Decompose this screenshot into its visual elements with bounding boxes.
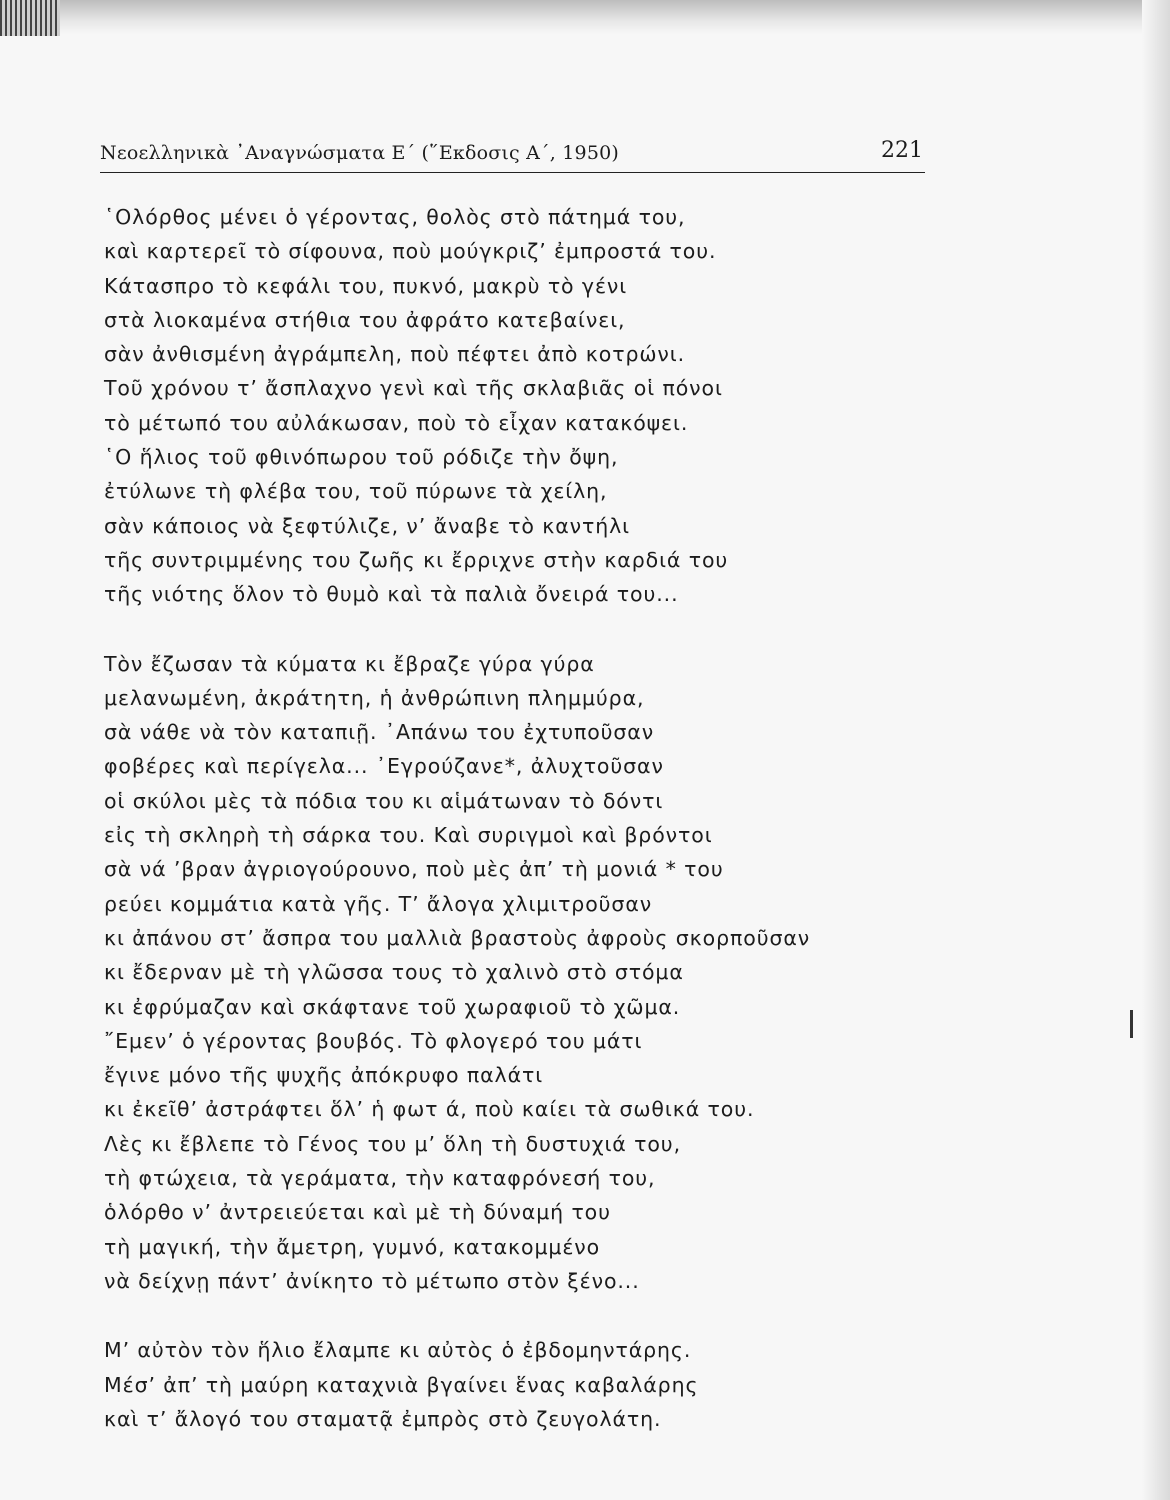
- verse-line: οἱ σκύλοι μὲς τὰ πόδια του κι αἱμάτωναν τὸ δόντι: [104, 788, 664, 813]
- verse-line: φοβέρες καὶ περίγελα... ᾿Εγρούζανε*, ἀλυχτοῦσαν: [104, 754, 664, 779]
- verse-line: τὴ φτώχεια, τὰ γεράματα, τὴν καταφρόνεσή του,: [104, 1166, 656, 1191]
- verse-line: νὰ δείχνῃ πάντ’ ἀνίκητο τὸ μέτωπο στὸν ξένο...: [104, 1268, 640, 1293]
- margin-pencil-mark: [1130, 1010, 1133, 1038]
- verse-line: ἐτύλωνε τὴ φλέβα του, τοῦ πύρωνε τὰ χείλη,: [104, 479, 608, 504]
- verse-line: ῾Ο ἥλιος τοῦ φθινόπωρου τοῦ ρόδιζε τὴν ὄψη,: [104, 445, 619, 470]
- verse-line: ὁλόρθο ν’ ἀντρειεύεται καὶ μὲ τὴ δύναμή του: [104, 1200, 611, 1225]
- verse-line: τῆς νιότης ὅλον τὸ θυμὸ καὶ τὰ παλιὰ ὄνειρά του...: [104, 582, 679, 607]
- stanza-2: [104, 647, 944, 1299]
- verse-line: καὶ καρτερεῖ τὸ σίφουνα, ποὺ μούγκριζ’ ἐμπροστά του.: [104, 239, 717, 264]
- verse-line: σὰν ἀνθισμένη ἀγράμπελη, ποὺ πέφτει ἀπὸ κοτρώνι.: [104, 342, 686, 367]
- verse-line: τῆς συντριμμένης του ζωῆς κι ἔρριχνε στὴν καρδιά του: [104, 547, 729, 572]
- verse-line: Μέσ’ ἀπ’ τὴ μαύρη καταχνιὰ βγαίνει ἕνας καβαλάρης: [104, 1372, 699, 1397]
- verse-line: σὰ νάθε νὰ τὸν καταπιῇ. ᾿Απάνω του ἐχτυποῦσαν: [104, 720, 655, 745]
- verse-line: κι ἔδερναν μὲ τὴ γλῶσσα τους τὸ χαλινὸ στὸ στόμα: [104, 960, 684, 985]
- verse-line: καὶ τ’ ἄλογό του σταματᾷ ἐμπρὸς στὸ ζευγολάτη.: [104, 1406, 662, 1431]
- stanza-1: [104, 200, 944, 612]
- page-top-edge: [0, 0, 1170, 34]
- poem-body: [104, 200, 944, 1436]
- verse-line: Τοῦ χρόνου τ’ ἄσπλαχνο γενὶ καὶ τῆς σκλαβιᾶς οἱ πόνοι: [104, 376, 723, 401]
- verse-line: Μ’ αὐτὸν τὸν ἥλιο ἔλαμπε κι αὐτὸς ὁ ἐβδομηντάρης.: [104, 1338, 692, 1363]
- verse-line: σὰ νά ’βραν ἀγριογούρουνο, ποὺ μὲς ἀπ’ τὴ μονιά * του: [104, 857, 724, 882]
- page-edge-shadow: [1142, 0, 1170, 1500]
- verse-line: κι ἀπάνου στ’ ἄσπρα του μαλλιὰ βραστοὺς ἀφροὺς σκορποῦσαν: [104, 925, 811, 950]
- running-head: [100, 136, 925, 173]
- verse-line: τὴ μαγική, τὴν ἄμετρη, γυμνό, κατακομμένο: [104, 1234, 601, 1259]
- book-binding: [0, 0, 60, 36]
- verse-line: Λὲς κι ἔβλεπε τὸ Γένος του μ’ ὅλη τὴ δυστυχιά του,: [104, 1131, 681, 1156]
- verse-line: ἔγινε μόνο τῆς ψυχῆς ἀπόκρυφο παλάτι: [104, 1063, 544, 1088]
- page-number: 221: [881, 138, 923, 163]
- verse-line: Κάτασπρο τὸ κεφάλι του, πυκνό, μακρὺ τὸ γένι: [104, 273, 628, 298]
- verse-line: στὰ λιοκαμένα στήθια του ἀφράτο κατεβαίνει,: [104, 307, 626, 332]
- verse-line: κι ἐφρύμαζαν καὶ σκάφτανε τοῦ χωραφιοῦ τὸ χῶμα.: [104, 994, 681, 1019]
- verse-line: κι ἐκεῖθ’ ἀστράφτει ὅλ’ ἡ φωτ ά, ποὺ καίει τὰ σωθικά του.: [104, 1097, 755, 1122]
- verse-line: τὸ μέτωπό του αὐλάκωσαν, ποὺ τὸ εἶχαν κατακόψει.: [104, 410, 689, 435]
- verse-line: Τὸν ἔζωσαν τὰ κύματα κι ἔβραζε γύρα γύρα: [104, 651, 595, 676]
- verse-line: μελανωμένη, ἀκράτητη, ἡ ἀνθρώπινη πλημμύρα,: [104, 685, 645, 710]
- stanza-3: [104, 1333, 944, 1436]
- verse-line: ῎Εμεν’ ὁ γέροντας βουβός. Τὸ φλογερό του μάτι: [104, 1028, 643, 1053]
- running-title: Νεοελληνικὰ ᾿Αναγνώσματα Ε΄ (῞Εκδοσις Α΄, 1950): [100, 142, 620, 164]
- verse-line: σὰν κάποιος νὰ ξεφτύλιζε, ν’ ἄναβε τὸ καντήλι: [104, 513, 631, 538]
- verse-line: εἰς τὴ σκληρὴ τὴ σάρκα του. Καὶ συριγμοὶ καὶ βρόντοι: [104, 823, 713, 848]
- verse-line: ρεύει κομμάτια κατὰ γῆς. Τ’ ἄλογα χλιμιτροῦσαν: [104, 891, 653, 916]
- verse-line: ῾Ολόρθος μένει ὁ γέροντας, θολὸς στὸ πάτημά του,: [104, 205, 686, 229]
